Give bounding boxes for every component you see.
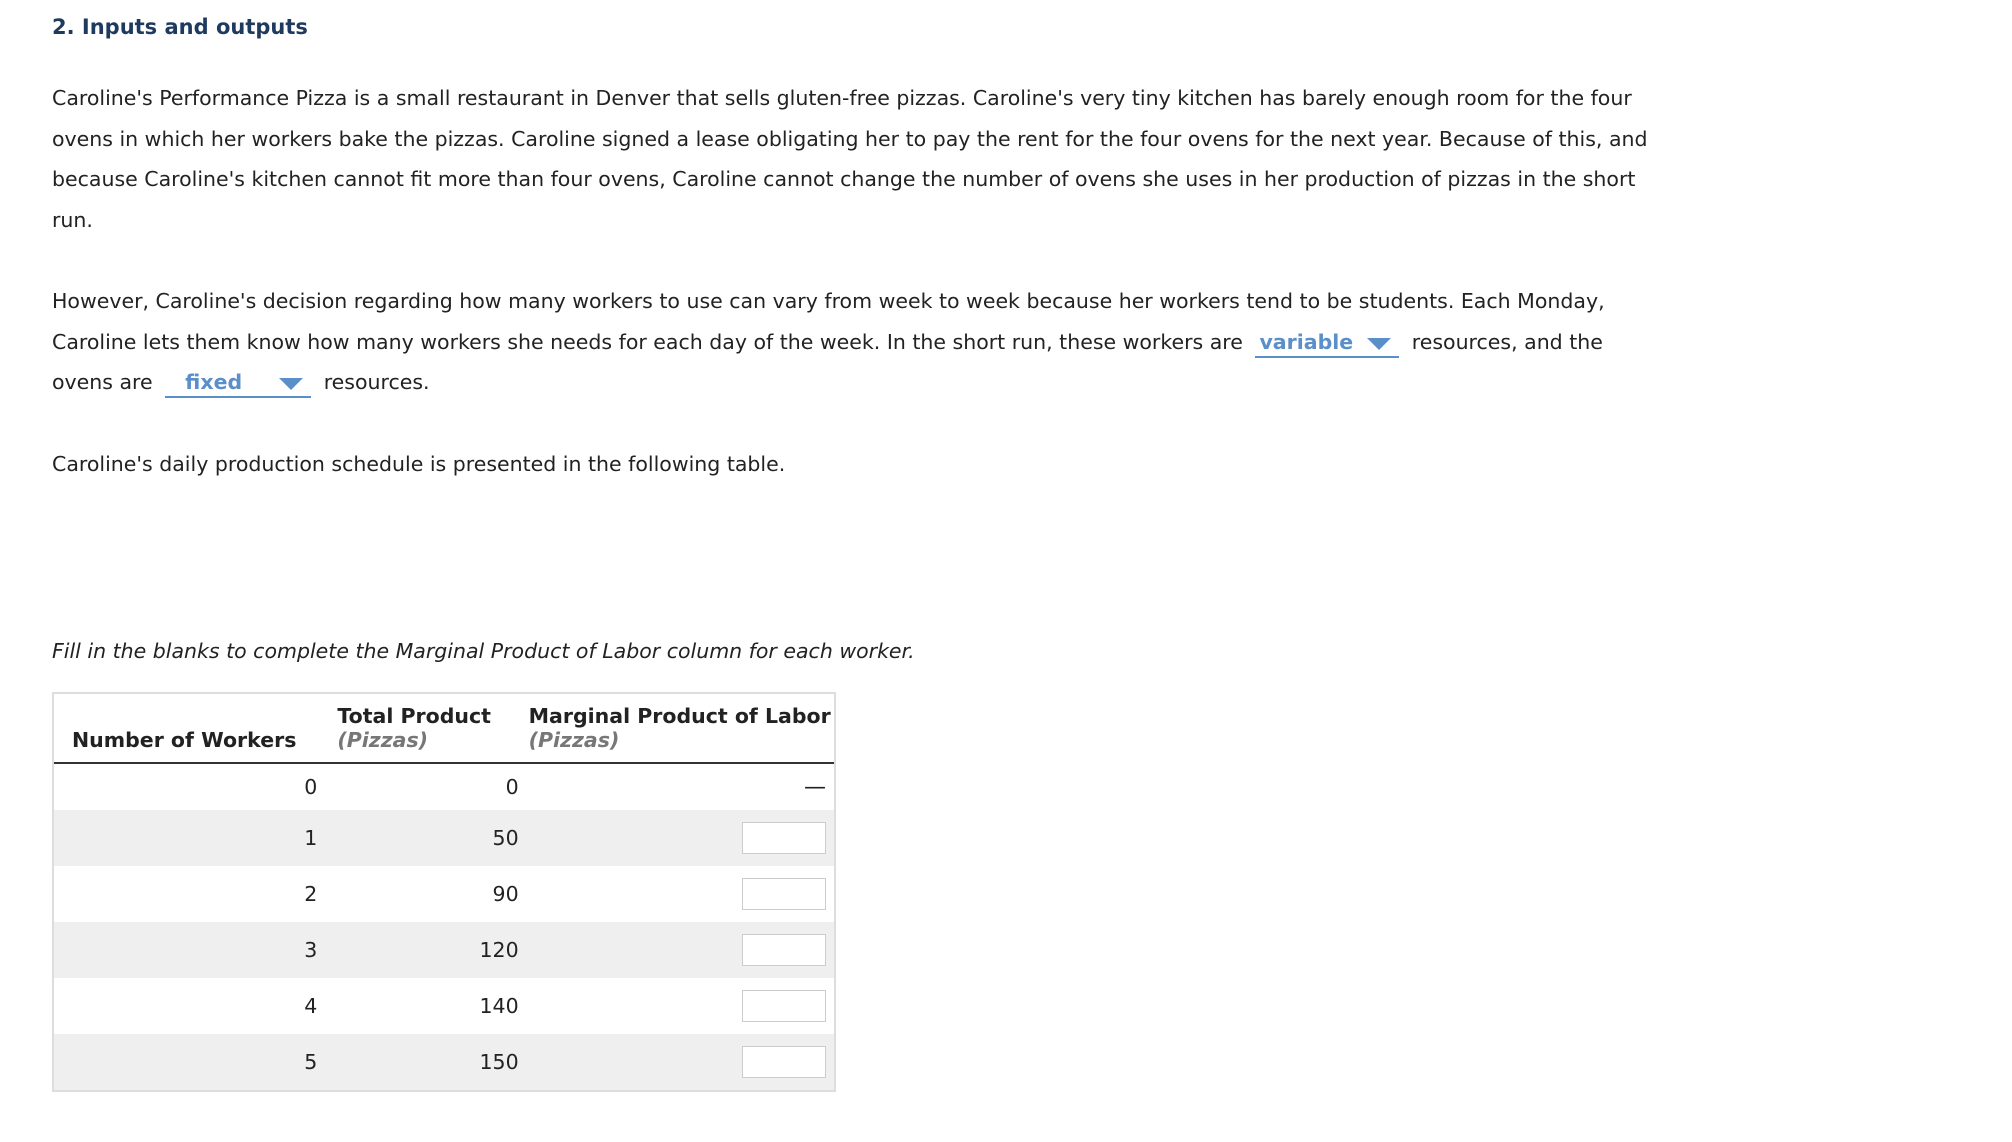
mpl-input-worker-4[interactable] bbox=[742, 990, 826, 1022]
table-row bbox=[54, 978, 834, 1034]
table-row bbox=[54, 1034, 834, 1090]
workers-cell: 4 bbox=[304, 994, 318, 1018]
workers-resource-dropdown-value: variable bbox=[1259, 329, 1354, 354]
header-total-product-unit: (Pizzas) bbox=[327, 728, 518, 763]
workers-cell: 1 bbox=[54, 810, 327, 866]
table-row bbox=[54, 763, 834, 810]
mpl-cell bbox=[519, 866, 834, 922]
total-product-value: 0 bbox=[505, 775, 519, 799]
mpl-input-worker-3[interactable] bbox=[742, 934, 826, 966]
resources-text-part2: resources, and the ovens are bbox=[52, 329, 1603, 394]
mpl-cell bbox=[519, 922, 834, 978]
mpl-cell bbox=[519, 810, 834, 866]
table-row bbox=[54, 922, 834, 978]
resources-paragraph bbox=[52, 281, 1652, 403]
table-row bbox=[54, 866, 834, 922]
header-workers-spacer bbox=[54, 694, 327, 728]
question-heading: 2. Inputs and outputs bbox=[52, 15, 308, 39]
header-total-product: Total Product bbox=[337, 704, 491, 728]
total-product-cell bbox=[327, 866, 518, 922]
mpl-input-worker-2[interactable] bbox=[742, 878, 826, 910]
chevron-down-icon bbox=[1367, 338, 1391, 350]
total-product-value: 50 bbox=[492, 826, 519, 850]
total-product-value: 120 bbox=[479, 938, 519, 962]
total-product-value: 150 bbox=[479, 1050, 519, 1074]
intro-paragraph: Caroline's Performance Pizza is a small restaurant in Denver that sells gluten-free pizzas. Caroline's very tiny kitchen has barely enough room for the four ovens in which her workers bake the pizzas. Caroline signed a lease obligating her to pay the rent for the four ovens for the next year. Because of this, and because Caroline's kitchen cannot fit more than four ovens, Caroline cannot change the number of ovens she uses in her production of pizzas in the short run. bbox=[52, 86, 1648, 232]
total-product-cell bbox=[327, 978, 518, 1034]
resources-text-part3: resources. bbox=[323, 370, 430, 394]
schedule-intro-paragraph: Caroline's daily production schedule is presented in the following table. bbox=[52, 452, 786, 476]
header-mpl: Marginal Product of Labor bbox=[528, 704, 831, 728]
resources-text-part1: However, Caroline's decision regarding how many workers to use can vary from week to week because her workers tend to be students. Each Monday, Caroline lets them know how many workers she needs for each day of the week. In the short run, these workers are bbox=[52, 289, 1605, 354]
ovens-resource-dropdown[interactable] bbox=[165, 368, 311, 398]
workers-cell: 3 bbox=[54, 922, 327, 978]
total-product-cell bbox=[327, 922, 518, 978]
table-row bbox=[54, 810, 834, 866]
chevron-down-icon bbox=[279, 378, 303, 390]
production-table bbox=[52, 692, 836, 1092]
mpl-cell bbox=[519, 1034, 834, 1090]
mpl-input-worker-1[interactable] bbox=[742, 822, 826, 854]
header-number-of-workers: Number of Workers bbox=[54, 728, 327, 763]
workers-resource-dropdown[interactable] bbox=[1255, 328, 1399, 358]
total-product-value: 90 bbox=[492, 882, 519, 906]
total-product-cell bbox=[327, 810, 518, 866]
total-product-cell bbox=[327, 763, 518, 810]
mpl-input-worker-5[interactable] bbox=[742, 1046, 826, 1078]
ovens-resource-dropdown-value: fixed bbox=[185, 370, 243, 394]
fill-instruction: Fill in the blanks to complete the Marginal Product of Labor column for each worker. bbox=[52, 639, 915, 663]
total-product-value: 140 bbox=[479, 994, 519, 1018]
workers-cell: 0 bbox=[304, 775, 318, 799]
total-product-cell bbox=[327, 1034, 518, 1090]
workers-cell: 5 bbox=[54, 1034, 327, 1090]
mpl-dash: — bbox=[804, 774, 826, 800]
header-mpl-unit: (Pizzas) bbox=[519, 728, 834, 763]
mpl-cell bbox=[519, 763, 834, 810]
workers-cell: 2 bbox=[304, 882, 318, 906]
mpl-cell bbox=[519, 978, 834, 1034]
